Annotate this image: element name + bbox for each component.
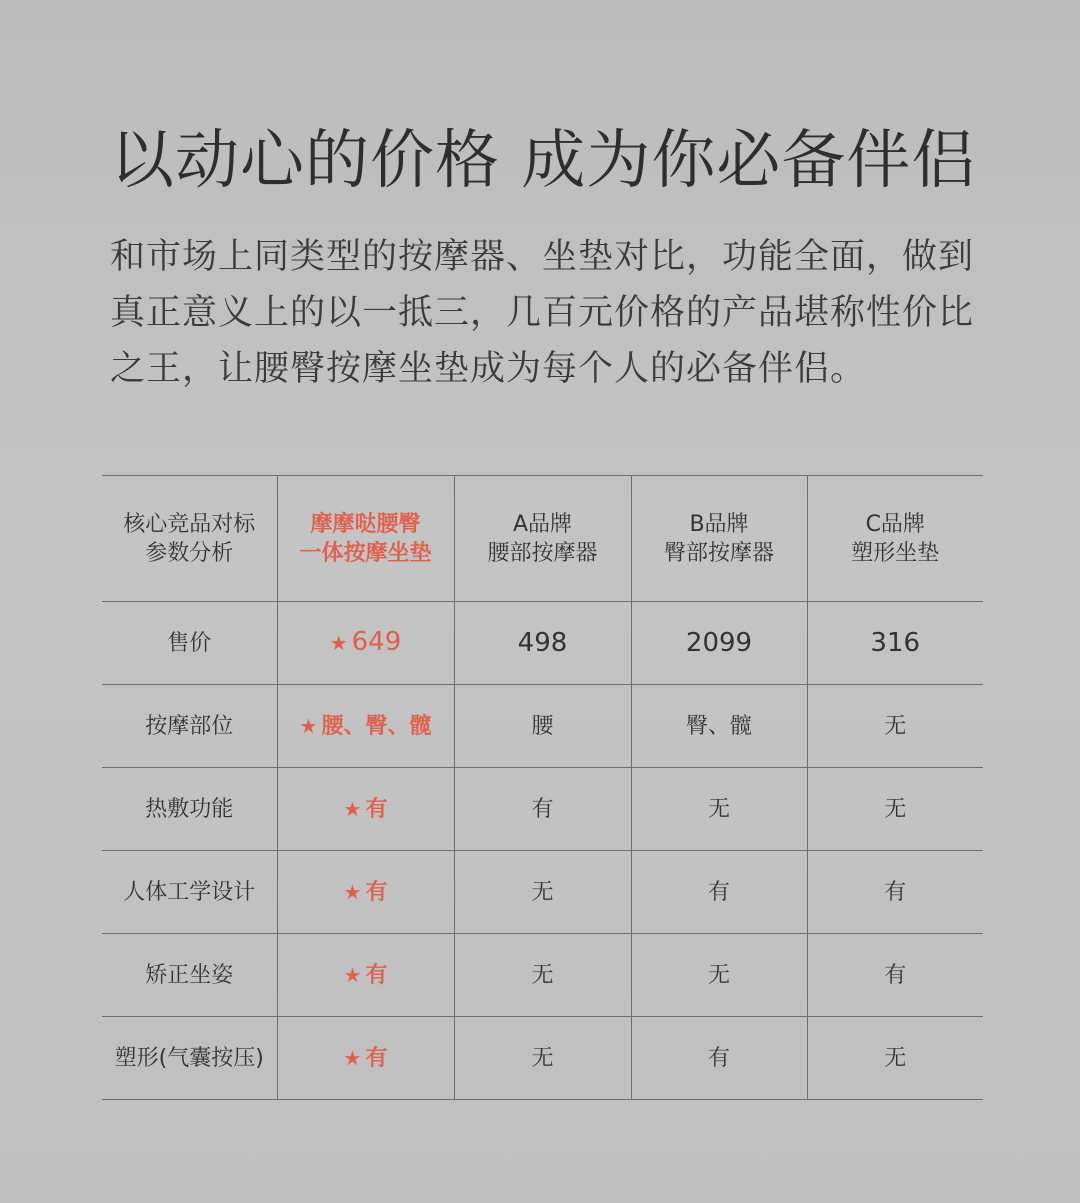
brand-c-cell: 有 (807, 851, 983, 934)
row-label: 按摩部位 (102, 685, 277, 768)
brand-c-cell: 有 (807, 934, 983, 1017)
header-line: B品牌 (689, 511, 749, 537)
table-row-posture (102, 934, 983, 1017)
row-label: 售价 (102, 602, 277, 685)
brand-a-cell: 无 (454, 1017, 631, 1100)
header-line: 腰部按摩器 (487, 540, 598, 566)
header-line: C品牌 (865, 511, 925, 537)
header-line: 参数分析 (145, 540, 234, 566)
table-row-heating (102, 768, 983, 851)
header-line: 一体按摩坐垫 (299, 540, 432, 566)
table-row-massage-area (102, 685, 983, 768)
brand-b-cell: 有 (631, 1017, 807, 1100)
star-icon: ★ (329, 631, 348, 655)
brand-b-cell: 2099 (631, 602, 807, 685)
star-icon: ★ (343, 879, 362, 904)
cell-value: 649 (351, 627, 402, 657)
our-product-cell (277, 851, 454, 934)
page-title: 以动心的价格 成为你必备伴侣 (110, 124, 977, 198)
our-product-cell (277, 602, 454, 685)
cell-value: 有 (365, 879, 388, 905)
table-header-row (102, 476, 983, 602)
star-icon: ★ (343, 796, 362, 821)
table-row-shaping (102, 1017, 983, 1100)
cell-value: 有 (365, 1045, 388, 1071)
star-icon: ★ (299, 713, 318, 738)
comparison-table (102, 475, 983, 1100)
brand-a-cell: 腰 (454, 685, 631, 768)
brand-b-cell: 无 (631, 934, 807, 1017)
header-line: A品牌 (512, 511, 573, 537)
row-label: 矫正坐姿 (102, 934, 277, 1017)
header-param-analysis (102, 476, 277, 602)
header-brand-c (807, 476, 983, 602)
row-label: 热敷功能 (102, 768, 277, 851)
header-brand-b (631, 476, 807, 602)
cell-value: 有 (365, 962, 388, 988)
header-line: 摩摩哒腰臀 (310, 511, 421, 537)
brand-c-cell: 316 (807, 602, 983, 685)
star-icon: ★ (343, 1045, 362, 1070)
brand-a-cell: 有 (454, 768, 631, 851)
cell-value: 有 (365, 796, 388, 822)
cell-value: 腰、臀、髋 (321, 713, 432, 739)
row-label: 人体工学设计 (102, 851, 277, 934)
brand-a-cell: 无 (454, 934, 631, 1017)
brand-c-cell: 无 (807, 685, 983, 768)
brand-b-cell: 有 (631, 851, 807, 934)
our-product-cell (277, 1017, 454, 1100)
row-label: 塑形(气囊按压) (102, 1017, 277, 1100)
header-our-product (277, 476, 454, 602)
table-row-price (102, 602, 983, 685)
header-line: 核心竞品对标 (123, 511, 256, 537)
brand-a-cell: 498 (454, 602, 631, 685)
header-line: 臀部按摩器 (663, 540, 774, 566)
brand-b-cell: 臀、髋 (631, 685, 807, 768)
brand-b-cell: 无 (631, 768, 807, 851)
header-brand-a (454, 476, 631, 602)
table-row-ergonomic (102, 851, 983, 934)
intro-paragraph: 和市场上同类型的按摩器、坐垫对比，功能全面，做到真正意义上的以一抵三，几百元价格的产品堪称性价比之王，让腰臀按摩坐垫成为每个人的必备伴侣。 (110, 237, 975, 389)
brand-a-cell: 无 (454, 851, 631, 934)
brand-c-cell: 无 (807, 768, 983, 851)
our-product-cell (277, 685, 454, 768)
brand-c-cell: 无 (807, 1017, 983, 1100)
our-product-cell (277, 934, 454, 1017)
star-icon: ★ (343, 962, 362, 987)
our-product-cell (277, 768, 454, 851)
header-line: 塑形坐垫 (851, 540, 940, 566)
